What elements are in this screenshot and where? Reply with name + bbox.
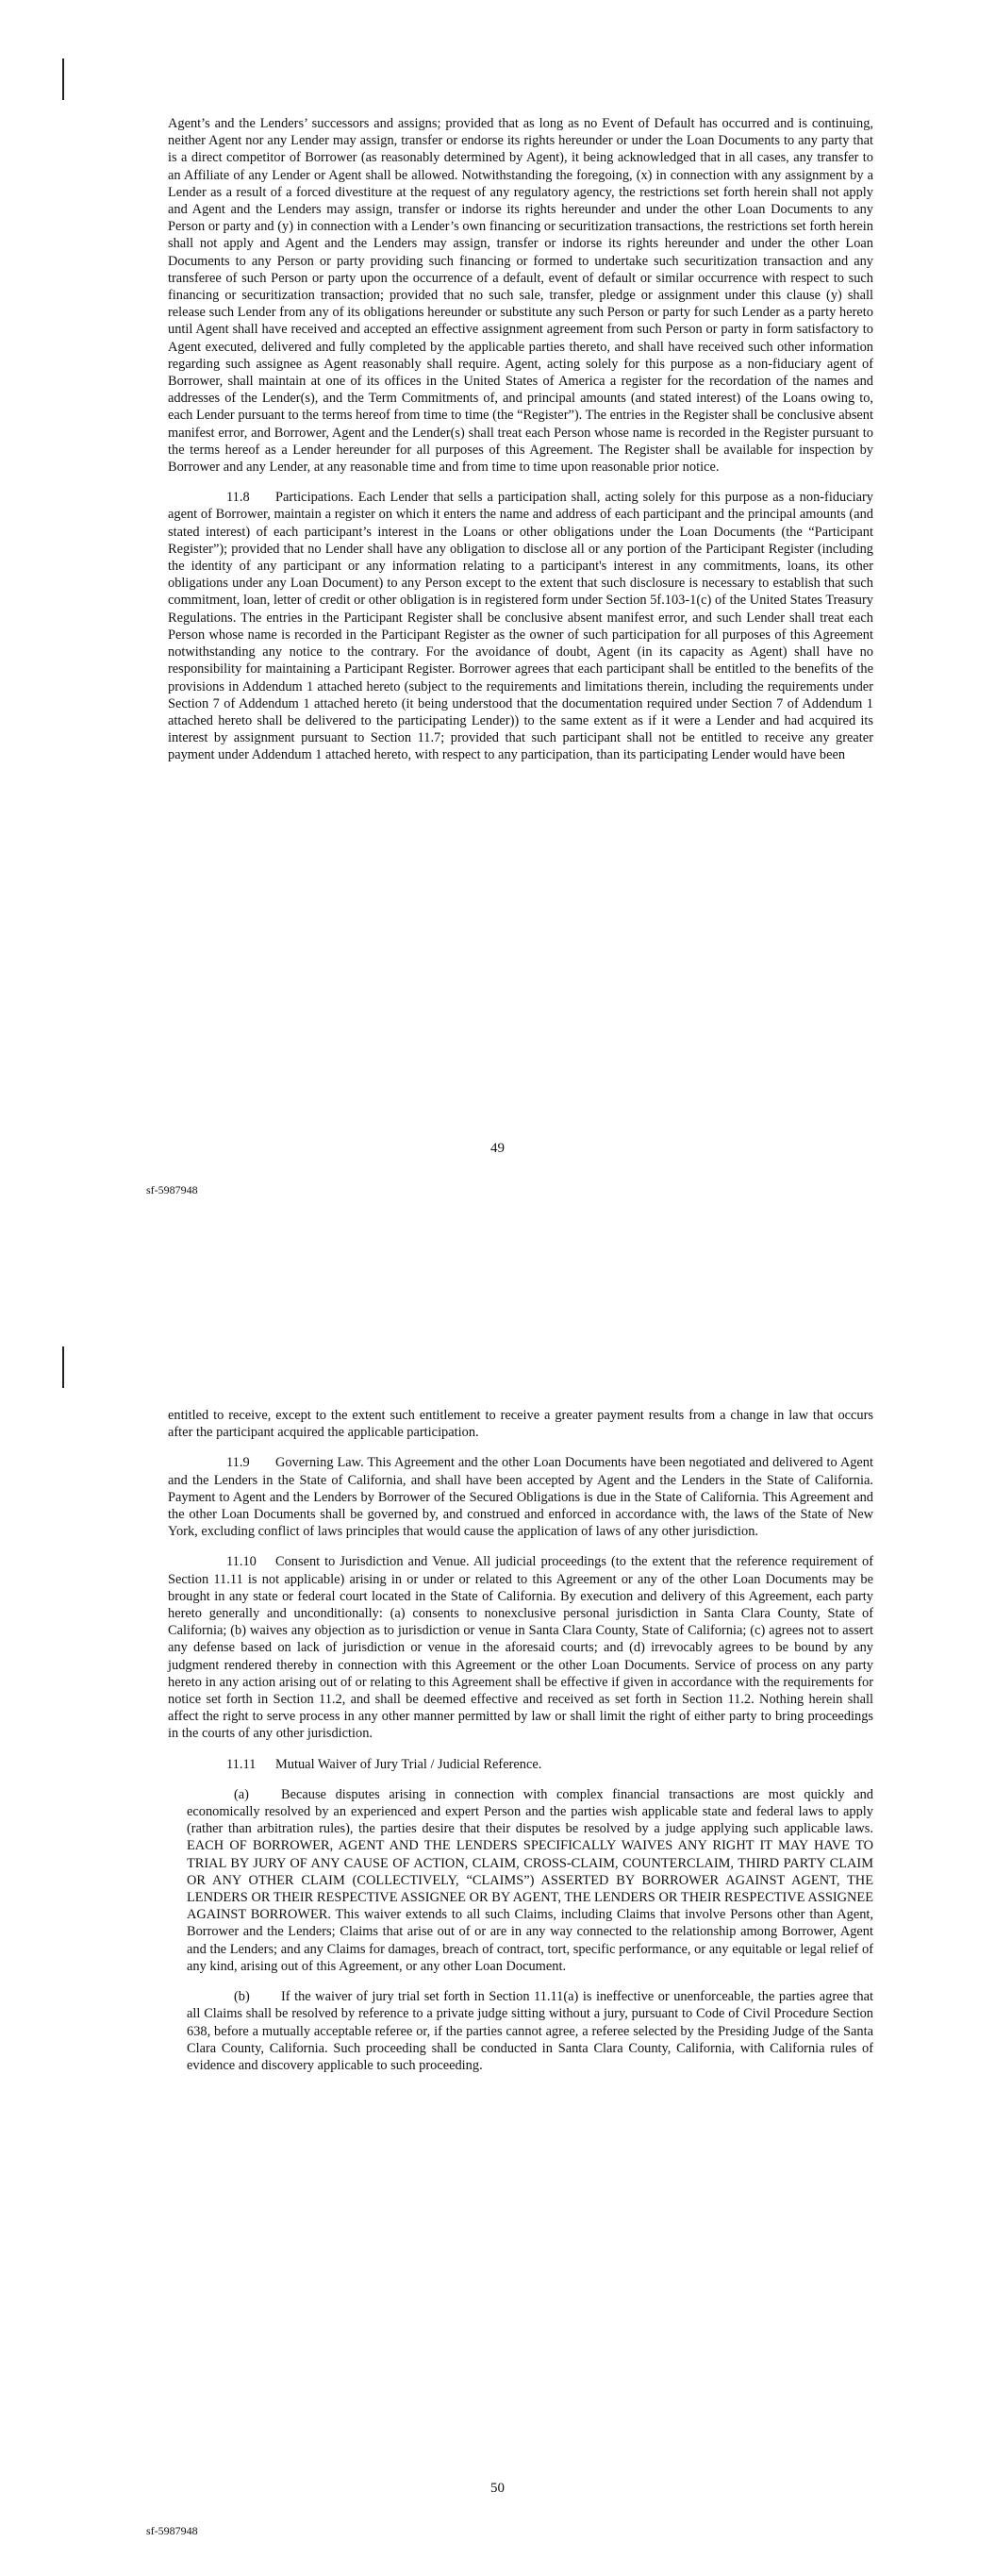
- subsection-text: Because disputes arising in connection with complex financial transactions are most quickly and economically resolved by an experienced and expert Person and the parties wish applicable state and federal laws to apply (rather than arbitration rules), the parties desire that their disputes be resolved by a judge applying such applicable laws. EACH OF BORROWER, AGENT AND THE LENDERS SPECIFICALLY WAIVES ANY RIGHT IT MAY HAVE TO TRIAL BY JURY OF ANY CAUSE OF ACTION, CLAIM, CROSS-CLAIM, COUNTERCLAIM, THIRD PARTY CLAIM OR ANY OTHER CLAIM (COLLECTIVELY, “CLAIMS”) ASSERTED BY BORROWER AGAINST AGENT, THE LENDERS OR THEIR RESPECTIVE ASSIGNEE OR BY AGENT, THE LENDERS OR THEIR RESPECTIVE ASSIGNEE AGAINST BORROWER. This waiver extends to all such Claims, including Claims that involve Persons other than Agent, Borrower and the Lenders; Claims that arise out of or are in any way connected to the relationship among Borrower, Agent and the Lenders; and any Claims for damages, breach of contract, tort, specific performance, or any equitable or legal relief of any kind, arising out of this Agreement, or any other Loan Document.: [187, 1786, 873, 1974]
- section-11-11: [168, 1756, 873, 1773]
- section-11-10: [168, 1553, 873, 1742]
- subsection-b: [168, 1988, 873, 2074]
- section-heading: Mutual Waiver of Jury Trial / Judicial Reference.: [275, 1756, 542, 1772]
- section-text: Participations. Each Lender that sells a participation shall, acting solely for this purpose as a non-fiduciary agent of Borrower, maintain a register on which it enters the name and address of each participant and the principal amounts (and stated interest) of each participant’s interest in the Loans or other obligations under the Loan Documents (the “Participant Register”); provided that no Lender shall have any obligation to disclose all or any portion of the Participant Register (including the identity of any participant or any information relating to a participant's interest in any commitments, loans, its other obligations under any Loan Document) to any Person except to the extent that such disclosure is necessary to establish that such commitment, loan, letter of credit or other obligation is in registered form under Section 5f.103-1(c) of the United States Treasury Regulations. The entries in the Participant Register shall be conclusive absent manifest error, and such Lender shall treat each Person whose name is recorded in the Participant Register as the owner of such participation for all purposes of this Agreement notwithstanding any notice to the contrary. For the avoidance of doubt, Agent (in its capacity as Agent) shall have no responsibility for maintaining a Participant Register. Borrower agrees that each participant shall be entitled to the benefits of the provisions in Addendum 1 attached hereto (subject to the requirements and limitations therein, including the requirements under Section 7 of Addendum 1 attached hereto (it being understood that the documentation required under Section 7 of Addendum 1 attached hereto shall be delivered to the participating Lender)) to the same extent as if it were a Lender and had acquired its interest by assignment pursuant to Section 11.7; provided that such participant shall not be entitled to receive any greater payment under Addendum 1 attached hereto, with respect to any participation, than its participating Lender would have been: [168, 490, 873, 763]
- document-footer-id: sf-5987948: [146, 2524, 198, 2537]
- page-body: [168, 1407, 873, 2087]
- subsection-a: [168, 1786, 873, 1975]
- subsection-text: If the waiver of jury trial set forth in Section 11.11(a) is ineffective or unenforceable, the parties agree that all Claims shall be resolved by reference to a private judge sitting without a jury, pursuant to Code of Civil Procedure Section 638, before a mutually acceptable referee or, if the parties cannot agree, a referee selected by the Presiding Judge of the Santa Clara County, California. Such proceeding shall be conducted in Santa Clara County, California, with California rules of evidence and discovery applicable to such proceeding.: [187, 1989, 873, 2073]
- section-11-8: [168, 489, 873, 763]
- section-11-9: [168, 1454, 873, 1540]
- revision-bar: [62, 59, 64, 100]
- section-text: Governing Law. This Agreement and the other Loan Documents have been negotiated and delivered to Agent and the Lenders in the State of California, and shall have been accepted by Agent and the Lenders in the State of California. Payment to Agent and the Lenders by Borrower of the Secured Obligations is due in the State of California. This Agreement and the other Loan Documents shall be governed by, and construed and enforced in accordance with, the laws of the State of New York, excluding conflict of laws principles that would cause the application of laws of any other jurisdiction.: [168, 1455, 873, 1540]
- continued-paragraph: Agent’s and the Lenders’ successors and assigns; provided that as long as no Event of Default has occurred and is continuing, neither Agent nor any Lender may assign, transfer or endorse its rights hereunder or under the Loan Documents to any party that is a direct competitor of Borrower (as reasonably determined by Agent), it being acknowledged that in all cases, any transfer to an Affiliate of any Lender or Agent shall be allowed. Notwithstanding the foregoing, (x) in connection with any assignment by a Lender as a result of a forced divestiture at the request of any regulatory agency, the restrictions set forth herein shall not apply and Agent and the Lenders may assign, transfer or indorse its rights hereunder and under the other Loan Documents to any Person or party and (y) in connection with a Lender’s own financing or securitization transactions, the restrictions set forth herein shall not apply and Agent and the Lenders may assign, transfer or indorse its rights hereunder and under the other Loan Documents to any Person or party providing such financing or formed to undertake such securitization transaction and any transferee of such Person or party upon the occurrence of a default, event of default or similar occurrence with respect to such financing or securitization transaction; provided that no such sale, transfer, pledge or assignment under this clause (y) shall release such Lender from any of its obligations hereunder or substitute any such Person or party for such Lender as a party hereto until Agent shall have received and accepted an effective assignment agreement from such Person or party in form satisfactory to Agent executed, delivered and fully completed by the applicable parties thereto, and shall have received such other information regarding such assignee as Agent reasonably shall require. Agent, acting solely for this purpose as a non-fiduciary agent of Borrower, shall maintain at one of its offices in the United States of America a register for the recordation of the names and addresses of the Lender(s), and the Term Commitments of, and principal amounts (and stated interest) of the Loans owing to, each Lender pursuant to the terms hereof from time to time (the “Register”). The entries in the Register shall be conclusive absent manifest error, and Borrower, Agent and the Lender(s) shall treat each Person whose name is recorded in the Register pursuant to the terms hereof as a Lender hereunder for all purposes of this Agreement. The Register shall be available for inspection by Borrower and any Lender, at any reasonable time and from time to time upon reasonable prior notice.: [168, 116, 873, 476]
- page-body: [168, 115, 873, 778]
- section-text: Consent to Jurisdiction and Venue. All judicial proceedings (to the extent that the reference requirement of Section 11.11 is not applicable) arising in or under or related to this Agreement or any of the other Loan Documents may be brought in any state or federal court located in the State of California. By execution and delivery of this Agreement, each party hereto generally and unconditionally: (a) consents to nonexclusive personal jurisdiction in Santa Clara County, State of California; (b) waives any objection as to jurisdiction or venue in Santa Clara County, State of California; (c) agrees not to assert any defense based on lack of jurisdiction or venue in the aforesaid courts; and (d) irrevocably agrees to be bound by any judgment rendered thereby in connection with this Agreement or the other Loan Documents. Service of process on any party hereto in any action arising out of or relating to this Agreement shall be effective if given in accordance with the requirements for notice set forth in Section 11.2, and shall be deemed effective and received as set forth in Section 11.2. Nothing herein shall affect the right to serve process in any other manner permitted by law or shall limit the right of either party to bring proceedings in the courts of any other jurisdiction.: [168, 1554, 873, 1742]
- page-number: 49: [490, 1141, 505, 1156]
- continued-paragraph: entitled to receive, except to the extent such entitlement to receive a greater payment results from a change in law that occurs after the participant acquired the applicable participation.: [168, 1408, 873, 1441]
- page-number: 50: [490, 2481, 505, 2496]
- document-page-50: [0, 1288, 995, 2576]
- section-number: 11.8: [226, 490, 250, 506]
- document-footer-id: sf-5987948: [146, 1183, 198, 1196]
- subsection-number: (b): [234, 1989, 250, 2005]
- revision-bar: [62, 1347, 64, 1388]
- subsection-number: (a): [234, 1786, 249, 1802]
- section-number: 11.9: [226, 1455, 250, 1471]
- section-number: 11.11: [226, 1756, 257, 1772]
- section-number: 11.10: [226, 1554, 257, 1570]
